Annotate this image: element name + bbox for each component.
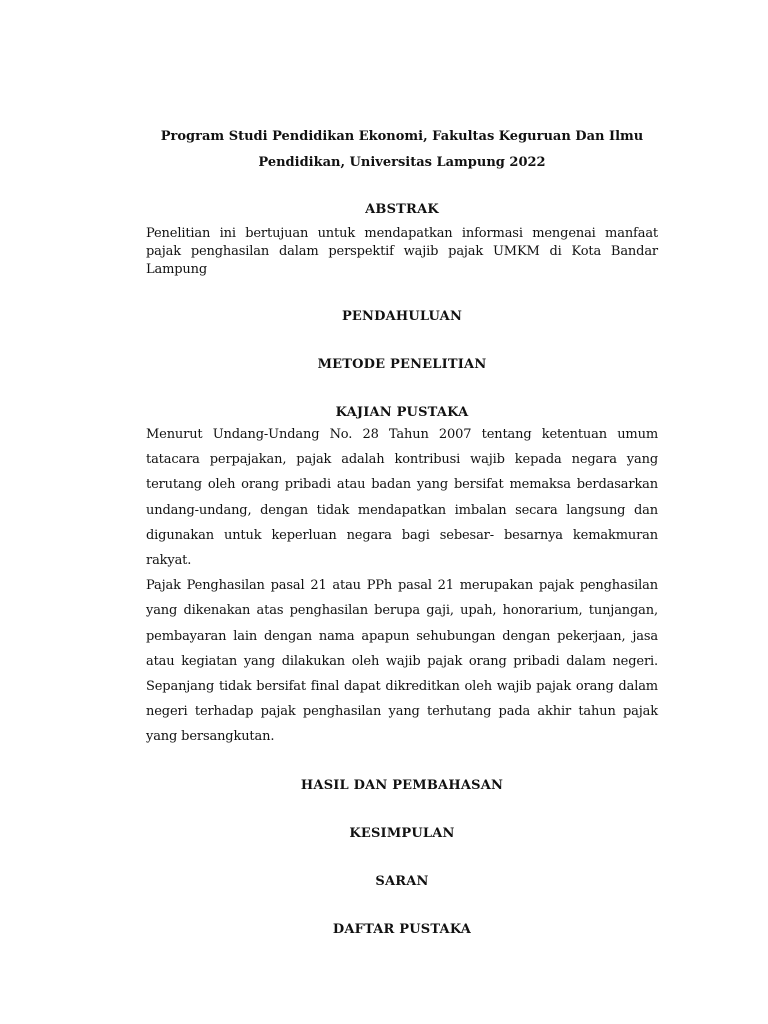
metode-penelitian-heading: METODE PENELITIAN: [317, 357, 487, 372]
pendahuluan-heading: PENDAHULUAN: [341, 309, 463, 324]
abstrak-text: Penelitian ini bertujuan untuk mendapatkan informasi mengenai manfaat pajak penghasilan dalam perspektif wajib pajak UMKM di Kota Bandar Lampung: [146, 226, 658, 277]
program-header-line-1: Program Studi Pendidikan Ekonomi, Fakultas Keguruan Dan Ilmu: [160, 129, 644, 144]
daftar-pustaka-heading: DAFTAR PUSTAKA: [332, 921, 472, 937]
kesimpulan-heading: KESIMPULAN: [349, 825, 455, 841]
abstrak-heading: ABSTRAK: [365, 202, 439, 217]
saran-heading: SARAN: [375, 873, 429, 889]
hasil-pembahasan-heading: HASIL DAN PEMBAHASAN: [300, 777, 504, 793]
kajian-pustaka-heading: KAJIAN PUSTAKA: [335, 405, 469, 420]
kajian-paragraph-1: Menurut Undang-Undang No. 28 Tahun 2007 tentang ketentuan umum tatacara perpajakan, pajak adalah kontribusi wajib kepada negara yang terutang oleh orang pribadi atau badan yang bersifat memaksa berdasarkan undang-undang, dengan tidak mendapatkan imbalan secara langsung dan digunakan untuk keperluan negara bagi sebesar- besarnya kemakmuran rakyat.: [146, 427, 658, 569]
kajian-paragraph-2: Pajak Penghasilan pasal 21 atau PPh pasal 21 merupakan pajak penghasilan yang dikenakan atas penghasilan berupa gaji, upah, honorarium, tunjangan, pembayaran lain dengan nama apapun sehubungan dengan pekerjaan, jasa atau kegiatan yang dilakukan oleh wajib pajak orang pribadi dalam negeri. Sepanjang tidak bersifat final dapat dikreditkan oleh wajib pajak orang dalam negeri terhadap pajak penghasilan yang terhutang pada akhir tahun pajak yang bersangkutan.: [146, 578, 658, 745]
document-page: [146, 124, 658, 937]
program-header-line-2: Pendidikan, Universitas Lampung 2022: [258, 155, 546, 170]
